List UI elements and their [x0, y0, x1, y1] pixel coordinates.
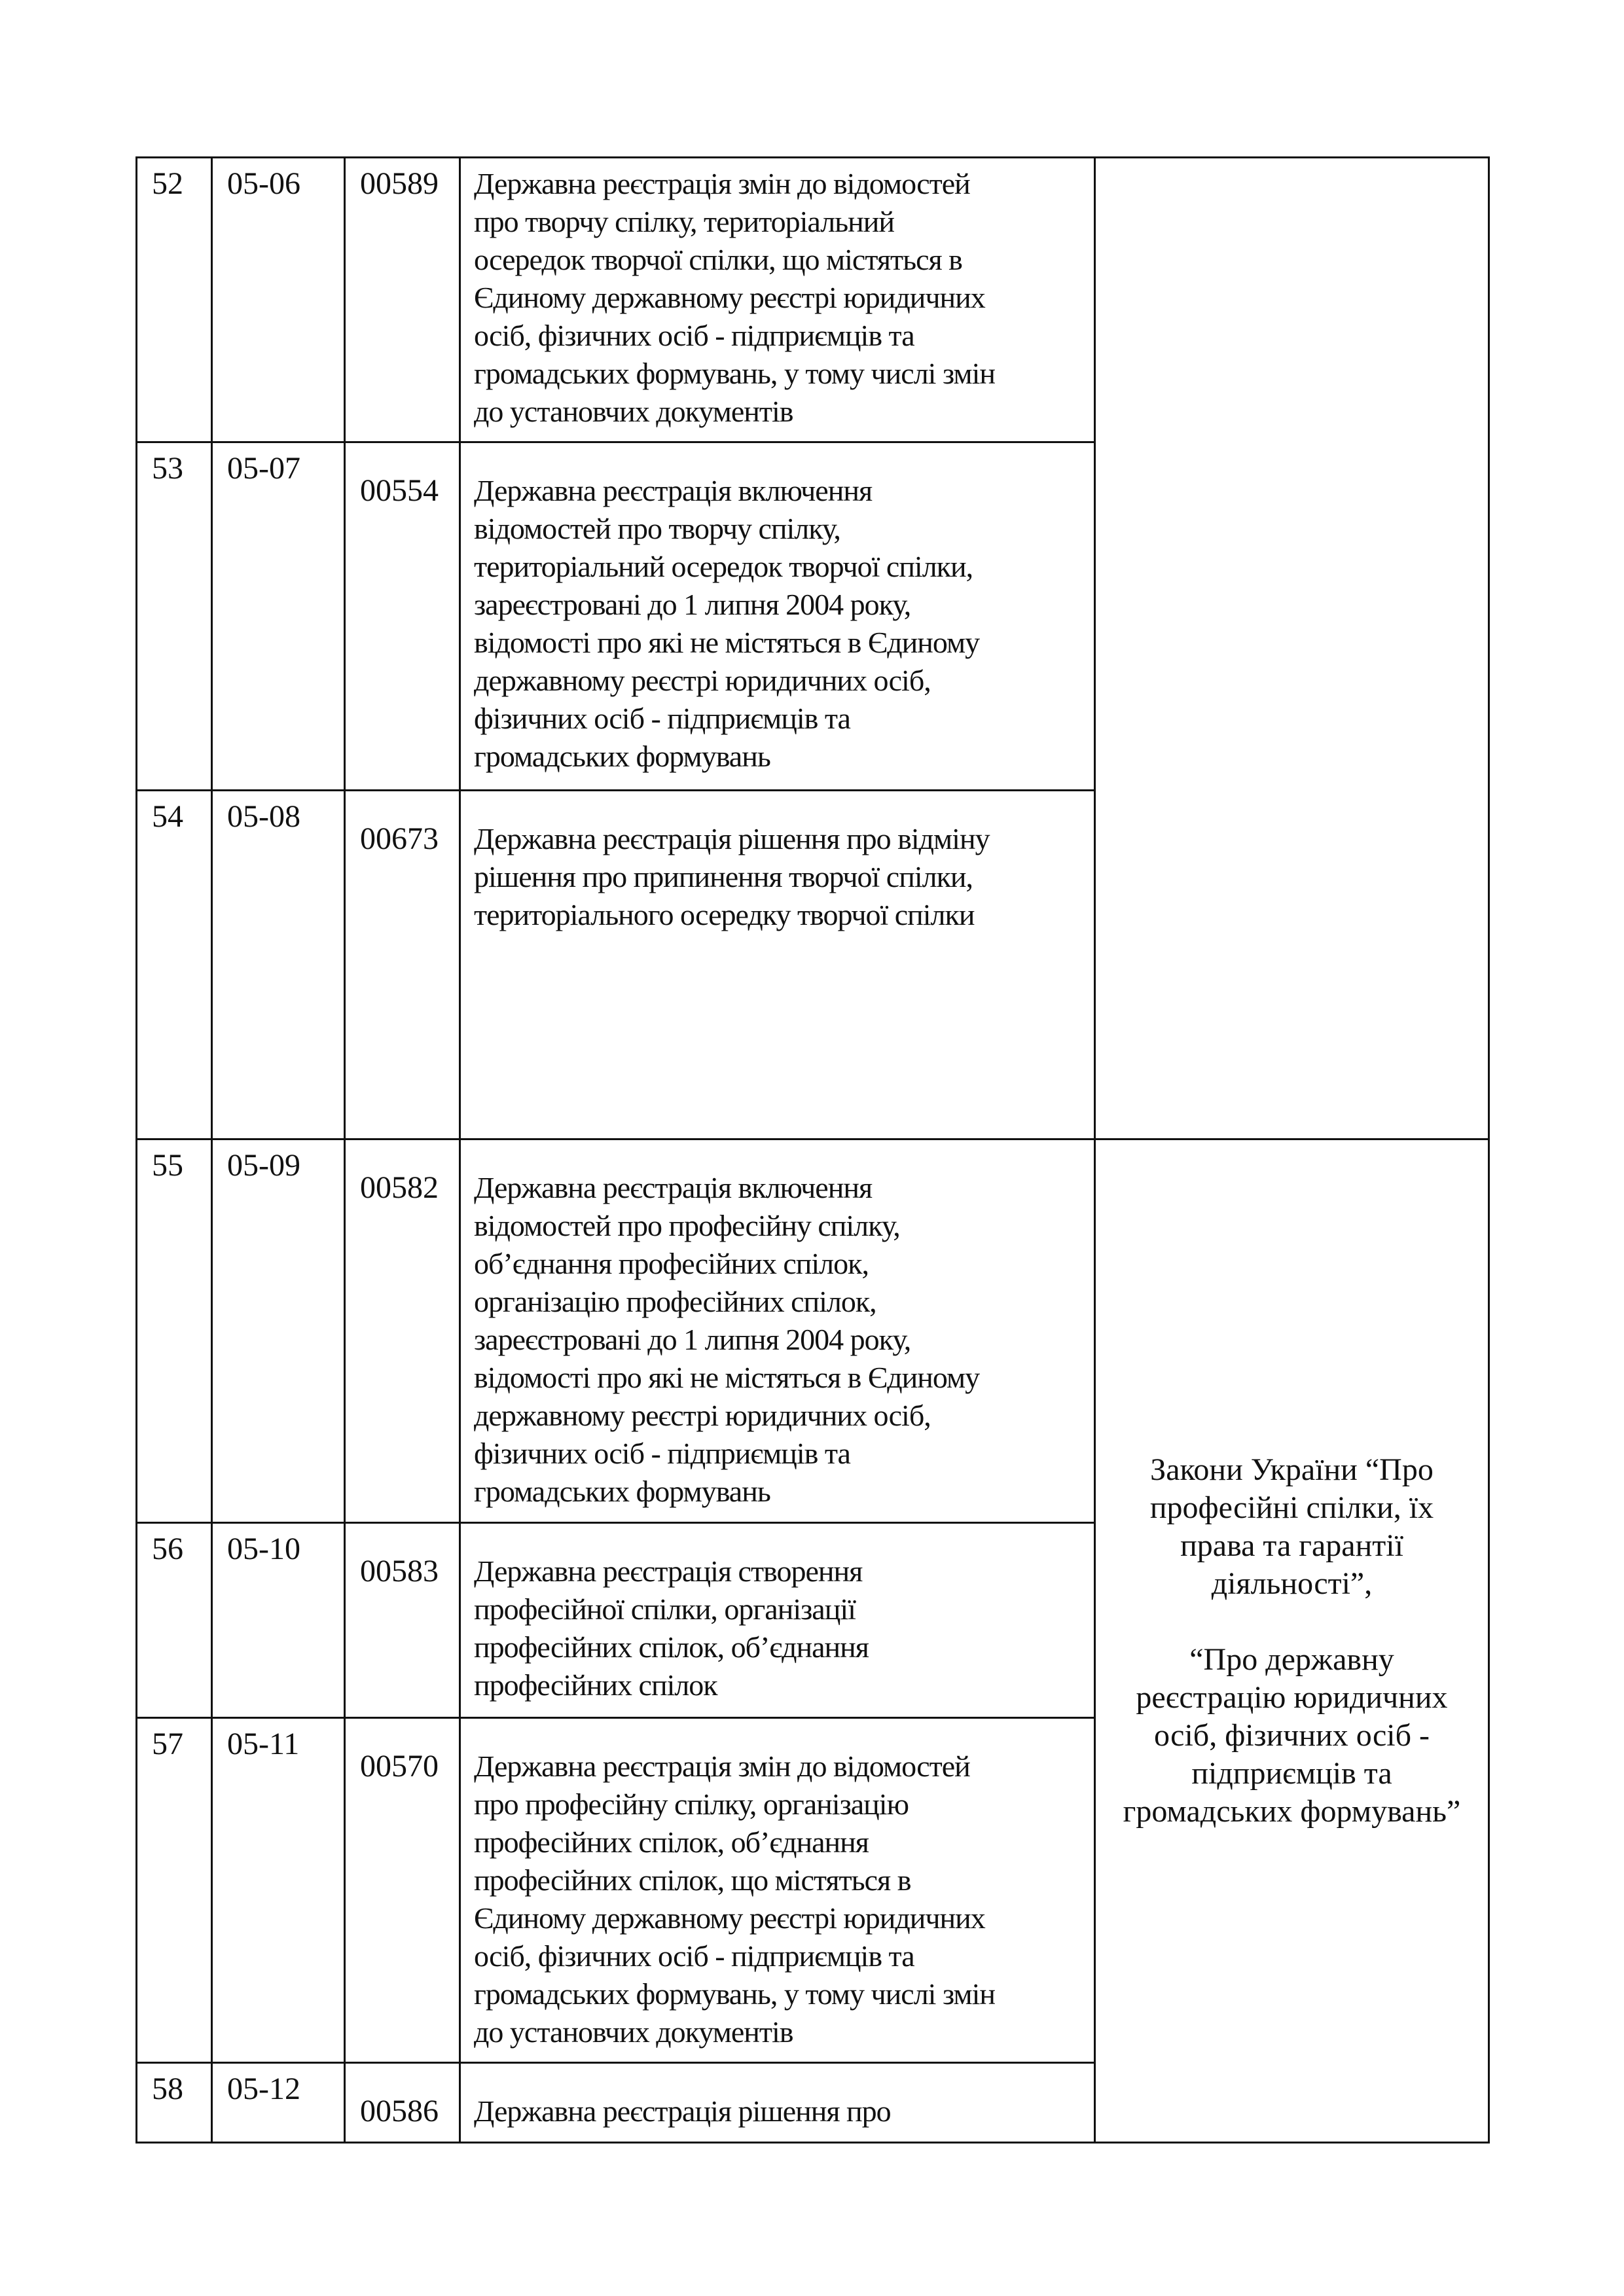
- description-line: громадських формувань, у тому числі змін: [474, 357, 995, 390]
- service-description: [460, 1139, 1095, 1523]
- description-line: Державна реєстрація рішення про відміну: [474, 822, 990, 855]
- service-description: [460, 2063, 1095, 2143]
- description-line: територіального осередку творчої спілки: [474, 898, 975, 931]
- description-line: зареєстровані до 1 липня 2004 року,: [474, 1323, 911, 1356]
- table-row: [137, 1139, 1489, 1523]
- description-line: відомості про які не містяться в Єдиному: [474, 1361, 980, 1394]
- service-kod: 05-06: [212, 158, 345, 442]
- service-description: [460, 1718, 1095, 2063]
- service-code: 00583: [345, 1523, 460, 1718]
- description-line: професійної спілки, організації: [474, 1592, 856, 1626]
- row-number: 53: [137, 442, 212, 791]
- description-line: професійних спілок, об’єднання: [474, 1825, 869, 1859]
- description-line: відомостей про творчу спілку,: [474, 512, 840, 545]
- description-line: громадських формувань, у тому числі змін: [474, 1977, 995, 2011]
- law-line: громадських формувань”: [1123, 1794, 1461, 1829]
- description-line: професійних спілок: [474, 1668, 717, 1702]
- service-code: 00673: [345, 791, 460, 1139]
- description-line: державному реєстрі юридичних осіб,: [474, 664, 931, 697]
- law-line: підприємців та: [1191, 1756, 1392, 1791]
- law-line: осіб, фізичних осіб -: [1153, 1718, 1430, 1753]
- description-line: державному реєстрі юридичних осіб,: [474, 1399, 931, 1432]
- description-line: фізичних осіб - підприємців та: [474, 702, 850, 735]
- service-kod: 05-08: [212, 791, 345, 1139]
- service-code: 00570: [345, 1718, 460, 2063]
- description-line: осередок творчої спілки, що містяться в: [474, 243, 962, 276]
- service-kod: 05-07: [212, 442, 345, 791]
- description-line: зареєстровані до 1 липня 2004 року,: [474, 588, 911, 621]
- law-line: реєстрацію юридичних: [1136, 1680, 1448, 1715]
- description-line: Державна реєстрація рішення про: [474, 2094, 891, 2128]
- row-number: 54: [137, 791, 212, 1139]
- description-line: Державна реєстрація змін до відомостей: [474, 167, 970, 200]
- description-line: Єдиному державному реєстрі юридичних: [474, 281, 985, 314]
- law-line: діяльності”,: [1211, 1566, 1373, 1601]
- row-number: 56: [137, 1523, 212, 1718]
- description-line: громадських формувань: [474, 1475, 770, 1508]
- service-description: [460, 158, 1095, 442]
- description-line: до установчих документів: [474, 395, 793, 428]
- service-kod: 05-09: [212, 1139, 345, 1523]
- service-code: 00582: [345, 1139, 460, 1523]
- description-line: відомості про які не містяться в Єдиному: [474, 626, 980, 659]
- legal-basis-empty: [1095, 158, 1489, 1139]
- law-line: професійні спілки, їх: [1149, 1490, 1434, 1525]
- description-line: осіб, фізичних осіб - підприємців та: [474, 319, 914, 352]
- service-description: [460, 442, 1095, 791]
- row-number: 58: [137, 2063, 212, 2143]
- description-line: про творчу спілку, територіальний: [474, 205, 894, 238]
- description-line: організацію професійних спілок,: [474, 1285, 876, 1318]
- description-line: до установчих документів: [474, 2015, 793, 2049]
- description-line: Державна реєстрація змін до відомостей: [474, 1749, 970, 1783]
- service-description: [460, 791, 1095, 1139]
- description-line: територіальний осередок творчої спілки,: [474, 550, 973, 583]
- description-line: осіб, фізичних осіб - підприємців та: [474, 1939, 914, 1973]
- service-code: 00554: [345, 442, 460, 791]
- service-description: [460, 1523, 1095, 1718]
- table-row: [137, 158, 1489, 442]
- spacer: [1104, 1603, 1480, 1641]
- service-kod: 05-10: [212, 1523, 345, 1718]
- description-line: фізичних осіб - підприємців та: [474, 1437, 850, 1470]
- description-line: відомостей про професійну спілку,: [474, 1209, 900, 1242]
- description-line: громадських формувань: [474, 740, 770, 773]
- law-line: “Про державну: [1189, 1642, 1394, 1677]
- description-line: об’єднання професійних спілок,: [474, 1247, 869, 1280]
- description-line: Державна реєстрація включення: [474, 474, 873, 507]
- row-number: 52: [137, 158, 212, 442]
- service-code: 00586: [345, 2063, 460, 2143]
- description-line: Державна реєстрація включення: [474, 1171, 873, 1204]
- services-table: [135, 156, 1490, 2144]
- row-number: 55: [137, 1139, 212, 1523]
- law-line: права та гарантії: [1180, 1528, 1403, 1563]
- row-number: 57: [137, 1718, 212, 2063]
- description-line: про професійну спілку, організацію: [474, 1787, 909, 1821]
- service-code: 00589: [345, 158, 460, 442]
- description-line: професійних спілок, що містяться в: [474, 1863, 911, 1897]
- description-line: Єдиному державному реєстрі юридичних: [474, 1901, 985, 1935]
- law-line: Закони України “Про: [1150, 1452, 1434, 1487]
- service-kod: 05-12: [212, 2063, 345, 2143]
- description-line: рішення про припинення творчої спілки,: [474, 860, 973, 893]
- description-line: Державна реєстрація створення: [474, 1554, 863, 1588]
- description-line: професійних спілок, об’єднання: [474, 1630, 869, 1664]
- legal-basis: [1095, 1139, 1489, 2143]
- service-kod: 05-11: [212, 1718, 345, 2063]
